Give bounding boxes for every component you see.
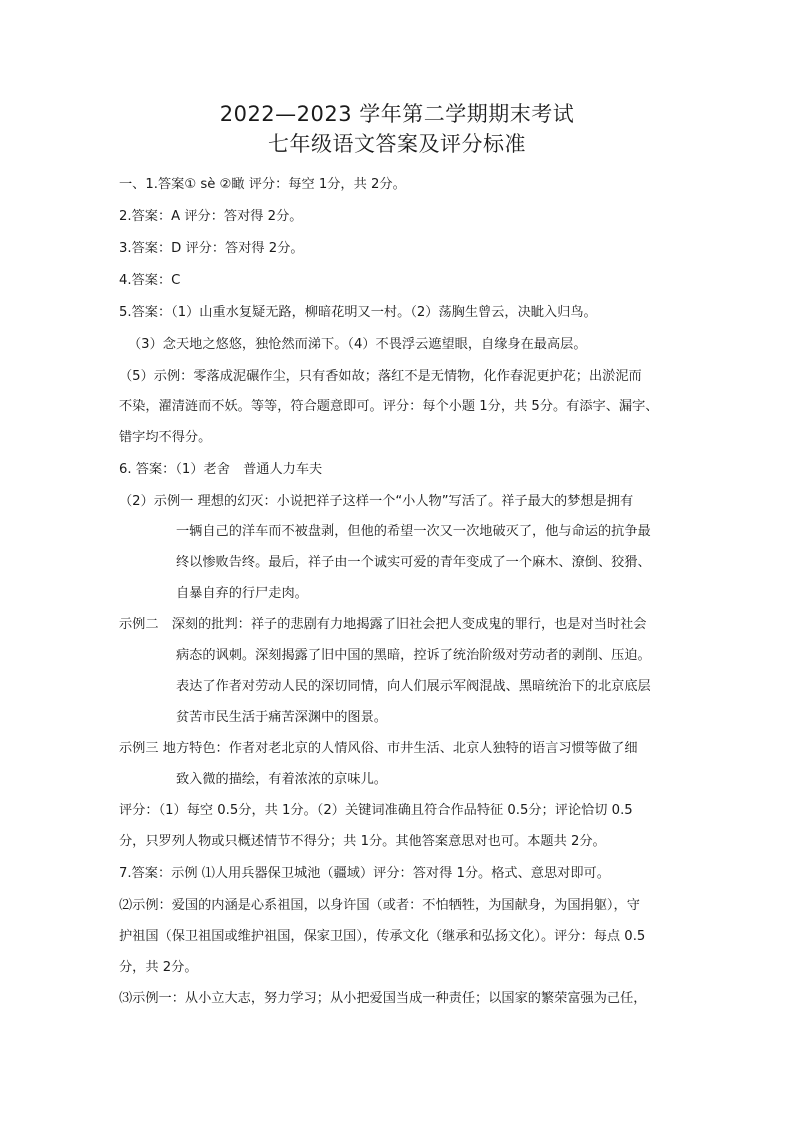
answer-line: 3.答案：D 评分：答对得 2分。 bbox=[119, 241, 304, 256]
answer-line: 一辆自己的洋车而不被盘剥，但他的希望一次又一次地破灭了，他与命运的抗争最 bbox=[176, 524, 651, 539]
answer-line: 分，只罗列人物或只概述情节不得分；共 1分。其他答案意思对也可。本题共 2分。 bbox=[119, 834, 606, 849]
answer-line: 7.答案：示例 ⑴人用兵器保卫城池（疆域）评分：答对得 1分。格式、意思对即可。 bbox=[119, 866, 610, 881]
answer-line: 6. 答案：（1）老舍 普通人力车夫 bbox=[119, 462, 323, 477]
answer-line: ⑵示例：爱国的内涵是心系祖国，以身许国（或者：不怕牺牲，为国献身，为国捐躯），守 bbox=[119, 898, 640, 913]
answer-line: （5）示例：零落成泥碾作尘，只有香如故；落红不是无情物，化作春泥更护花；出淤泥而 bbox=[119, 369, 642, 384]
answer-line: 表达了作者对劳动人民的深切同情，向人们展示军阀混战、黑暗统治下的北京底层 bbox=[176, 679, 651, 694]
answer-line: 护祖国（保卫祖国或维护祖国，保家卫国），传承文化（继承和弘扬文化）。评分：每点 0.5 bbox=[119, 929, 646, 944]
answer-line: 自暴自弃的行尸走肉。 bbox=[176, 586, 308, 601]
answer-line: 贫苦市民生活于痛苦深渊中的图景。 bbox=[176, 710, 387, 725]
answer-line: 致入微的描绘，有着浓浓的京味儿。 bbox=[176, 772, 387, 787]
answer-line: （2）示例一 理想的幻灭：小说把祥子这样一个“小人物”写活了。祥子最大的梦想是拥有 bbox=[119, 494, 634, 509]
answer-line: 终以惨败告终。最后，祥子由一个诚实可爱的青年变成了一个麻木、潦倒、狡猾、 bbox=[176, 555, 651, 570]
answer-line: 评分：（1）每空 0.5分，共 1分。（2）关键词准确且符合作品特征 0.5分；评论恰切 0.5 bbox=[119, 803, 633, 818]
answer-line: （3）念天地之悠悠，独怆然而涕下。（4）不畏浮云遮望眼，自缘身在最高层。 bbox=[128, 337, 587, 352]
answer-line: 不染，濯清涟而不妖。等等，符合题意即可。评分：每个小题 1分，共 5分。有添字、漏字、 bbox=[119, 399, 659, 414]
answer-line: ⑶示例一：从小立大志，努力学习；从小把爱国当成一种责任；以国家的繁荣富强为己任， bbox=[119, 991, 647, 1006]
answer-line: 分，共 2分。 bbox=[119, 960, 198, 975]
answer-line: 示例二 深刻的批判：祥子的悲剧有力地揭露了旧社会把人变成鬼的罪行，也是对当时社会 bbox=[119, 617, 647, 632]
page-subtitle: 七年级语文答案及评分标准 bbox=[268, 132, 526, 156]
answer-line: 一、1.答案① sè ②瞰 评分：每空 1分，共 2分。 bbox=[119, 177, 406, 192]
answer-line: 5.答案：（1）山重水复疑无路，柳暗花明又一村。（2）荡胸生曾云，决眦入归鸟。 bbox=[119, 305, 597, 320]
answer-line: 4.答案：C bbox=[119, 273, 181, 288]
answer-line: 示例三 地方特色：作者对老北京的人情风俗、市井生活、北京人独特的语言习惯等做了细 bbox=[119, 741, 638, 756]
page-title: 2022—2023 学年第二学期期末考试 bbox=[219, 102, 575, 126]
answer-line: 错字均不得分。 bbox=[119, 430, 212, 445]
answer-line: 病态的讽刺。深刻揭露了旧中国的黑暗，控诉了统治阶级对劳动者的剥削、压迫。 bbox=[176, 648, 651, 663]
answer-line: 2.答案：A 评分：答对得 2分。 bbox=[119, 209, 303, 224]
